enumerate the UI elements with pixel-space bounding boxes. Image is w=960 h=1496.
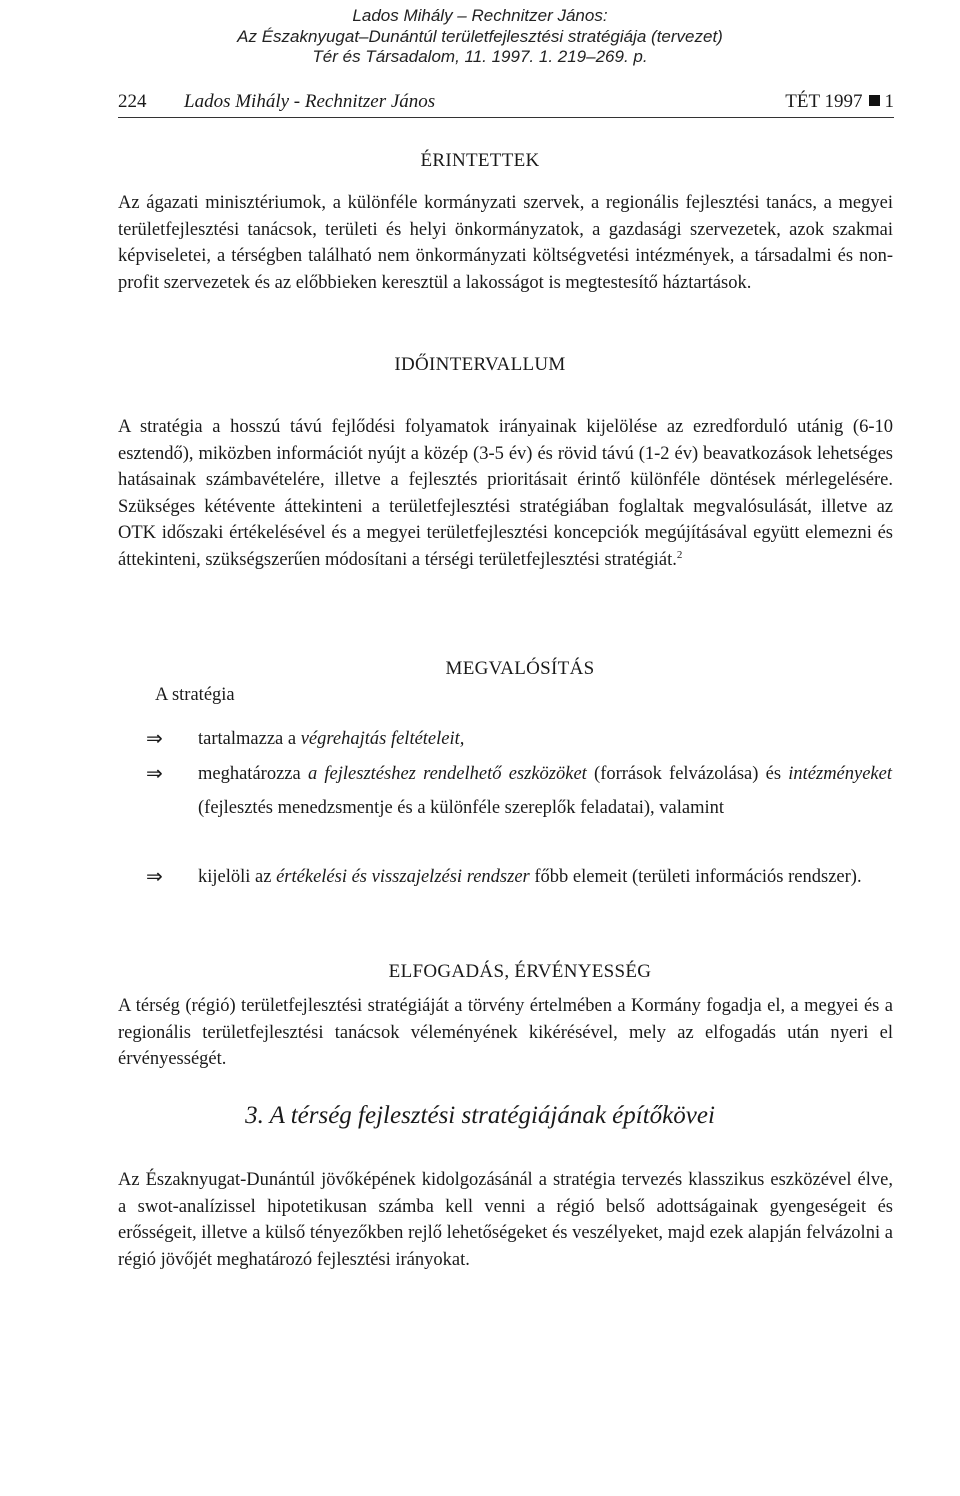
paragraph-idointervallum	[118, 414, 893, 573]
paragraph-erintettek: Az ágazati minisztériumok, a különféle kormányzati szervek, a regionális fejlesztési tanács, a megyei területfejlesztési tanácsok, területi és helyi önkormányzatok, a gazdasági szervezetek, azok szakmai képviseletei, a térségben található nem önkormányzati költségvetési intézmények, a társadalmi és non-profit szervezetek és az előbbieken keresztül a lakosságot is megtestesítő háztartások.	[118, 193, 893, 293]
journal-issue: 1	[884, 91, 894, 112]
citation-authors: Lados Mihály – Rechnitzer János:	[352, 6, 608, 25]
header-rule	[118, 117, 894, 118]
bullet-text-plain: meghatározza	[198, 764, 308, 784]
running-head	[118, 90, 894, 116]
journal-name: TÉT 1997	[785, 91, 863, 112]
running-head-journal	[785, 90, 894, 114]
heading-elfogadas: ELFOGADÁS, ÉRVÉNYESSÉG	[388, 961, 652, 982]
double-arrow-icon: ⇒	[146, 726, 163, 750]
bullet-text-plain: főbb elemeit (területi információs rendszer).	[529, 867, 862, 887]
bullet-text-plain: (források felvázolása) és	[586, 764, 789, 784]
bullet-text-plain: kijelöli az	[198, 867, 277, 887]
paragraph-section-3: Az Északnyugat-Dunántúl jövőképének kidolgozásánál a stratégia tervezés klasszikus eszközével élve, a swot-analízissel hipotetikusan számba kell venni a régió belső adottságainak gyengeségeit és erősségeit, illetve a külső tényezőkben rejlő lehetőségeket és veszélyeket, majd ezek alapján felvázolni a régió jövőjét meghatározó fejlesztési irányokat.	[118, 1170, 893, 1270]
bullet-text-plain: tartalmazza a	[198, 729, 301, 749]
bullet-text-italic: végrehajtás feltételeit,	[300, 729, 465, 749]
bullet-text-italic: a fejlesztéshez rendelhető eszközöket	[307, 764, 587, 784]
double-arrow-icon: ⇒	[146, 864, 163, 888]
bullet-text	[198, 860, 892, 894]
heading-erintettek: ÉRINTETTEK	[420, 150, 540, 171]
citation-header	[0, 6, 960, 68]
page-number: 224	[118, 91, 147, 112]
heading-idointervallum: IDŐINTERVALLUM	[394, 354, 566, 375]
bullet-text-italic: intézményeket	[788, 764, 892, 784]
heading-megvalositas: MEGVALÓSÍTÁS	[445, 658, 595, 679]
bullet-text	[198, 757, 892, 825]
double-arrow-icon: ⇒	[146, 761, 163, 785]
citation-title: Az Északnyugat–Dunántúl területfejlesztési stratégiája (tervezet)	[237, 26, 723, 46]
bullet-text	[198, 722, 892, 756]
section-3-heading: 3. A térség fejlesztési stratégiájának építőkövei	[245, 1102, 715, 1129]
citation-source: Tér és Társadalom, 11. 1997. 1. 219–269. p.	[312, 47, 648, 66]
paragraph-elfogadas: A térség (régió) területfejlesztési stratégiáját a törvény értelmében a Kormány fogadja el, a megyei és a regionális területfejlesztési tanácsok véleményének kikérésével, mely az elfogadás után nyeri el érvényességét.	[118, 996, 893, 1069]
paragraph-idointervallum-text: A stratégia a hosszú távú fejlődési folyamatok irányainak kijelölése az ezredforduló utánig (6-10 esztendő), miközben információt nyújt a közép (3-5 év) és rövid távú (1-2 év) beavatkozások lehetséges hatásainak számbavételére, illetve a fejlesztés prioritásait érintő különféle döntések mérlegelésére. Szükséges kétévente áttekinteni a területfejlesztési stratégiában foglaltak megvalósulását, illetve az OTK időszaki értékelésével és a megyei területfejlesztési koncepciók megújításával együtt elemezni és áttekinteni, szükségszerűen módosítani a térségi területfejlesztési stratégiát.	[118, 417, 893, 570]
megvalositas-intro: A stratégia	[155, 685, 235, 705]
bullet-text-italic: értékelési és visszajelzési rendszer	[276, 867, 530, 887]
square-bullet-icon	[869, 95, 880, 106]
running-head-authors: Lados Mihály - Rechnitzer János	[184, 91, 436, 112]
footnote-marker: 2	[676, 548, 683, 561]
bullet-text-plain: (fejlesztés menedzsmentje és a különféle szereplők feladatai), valamint	[198, 798, 724, 818]
